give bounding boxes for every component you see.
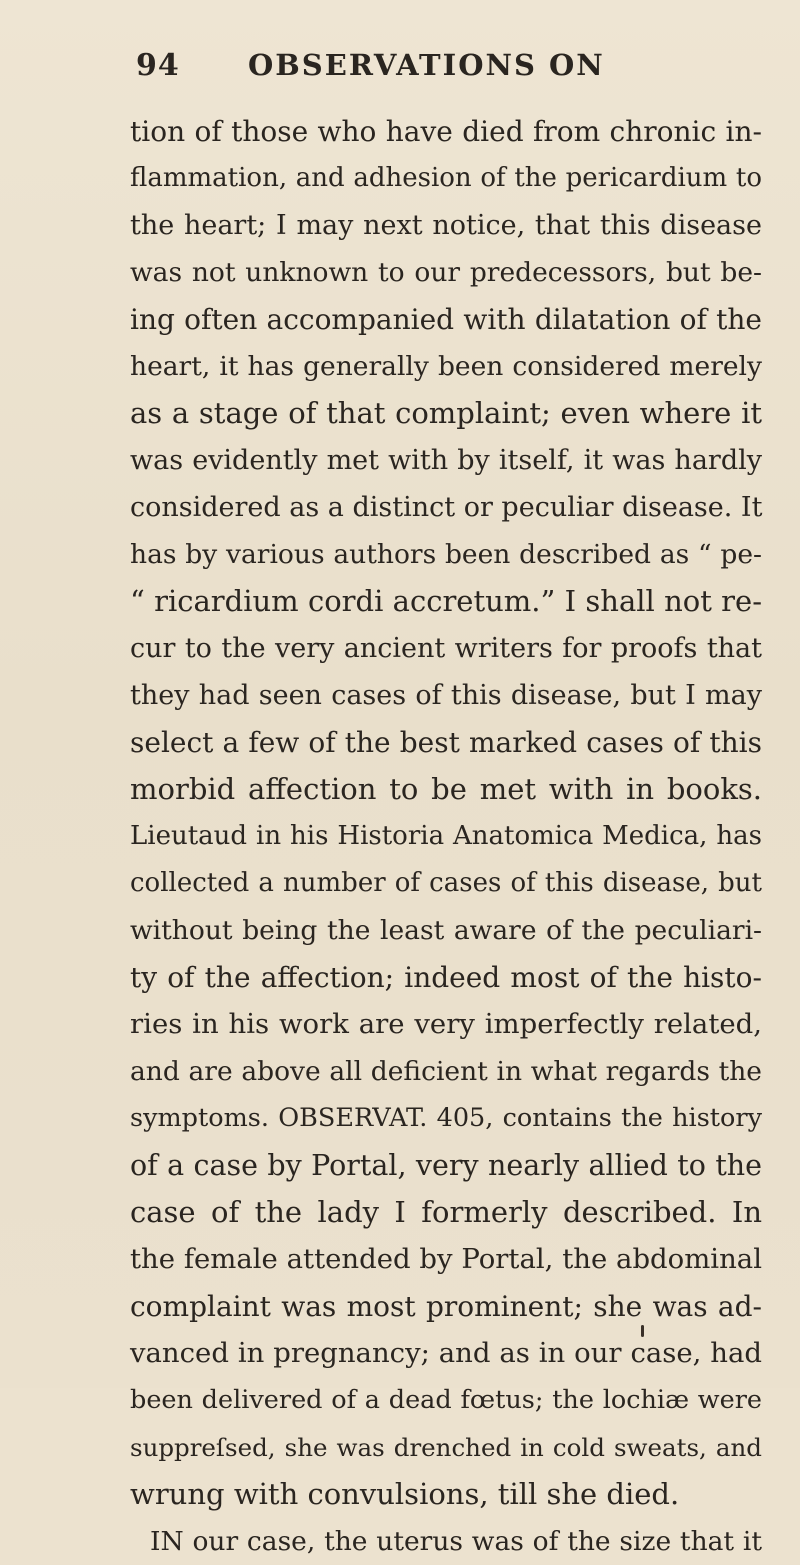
text-line: IN our case, the uterus was of the size that it <box>150 1526 762 1557</box>
text-line: was not unknown to our predecessors, but be- <box>130 257 762 288</box>
ink-speck <box>641 1325 644 1337</box>
page-number: 94 <box>136 48 180 83</box>
text-line: select a few of the best marked cases of this <box>130 726 762 759</box>
text-line: the female attended by Portal, the abdominal <box>130 1243 762 1275</box>
text-line: heart, it has generally been considered merely <box>130 351 762 382</box>
text-line: Lieutaud in his Historia Anatomica Medica, has <box>130 821 762 851</box>
text-line: flammation, and adhesion of the pericardium to <box>130 163 762 193</box>
text-line: wrung with convulsions, till she died. <box>130 1477 680 1511</box>
text-line: complaint was most prominent; she was ad- <box>130 1290 762 1323</box>
text-line: of a case by Portal, very nearly allied to the <box>130 1149 762 1182</box>
text-line: as a stage of that complaint; even where it <box>130 396 762 430</box>
text-line: collected a number of cases of this disease, but <box>130 868 762 898</box>
text-line: ries in his work are very imperfectly related, <box>130 1008 762 1040</box>
text-line: symptoms. OBSERVAT. 405, contains the history <box>130 1103 762 1133</box>
text-line: the heart; I may next notice, that this disease <box>130 210 762 241</box>
text-line: has by various authors been described as “ pe- <box>130 539 762 570</box>
text-line: was evidently met with by itself, it was hardly <box>130 445 762 476</box>
text-line: “ ricardium cordi accretum.” I shall not re- <box>130 584 762 618</box>
text-line: considered as a distinct or peculiar disease. It <box>130 492 763 523</box>
text-line: vanced in pregnancy; and as in our case, had <box>130 1337 762 1369</box>
text-line: tion of those who have died from chronic in- <box>130 115 762 148</box>
text-line: case of the lady I formerly described. In <box>130 1195 762 1229</box>
text-line: cur to the very ancient writers for proofs that <box>130 633 762 664</box>
text-line: without being the least aware of the peculiari- <box>130 915 762 946</box>
running-head: OBSERVATIONS ON <box>248 48 605 82</box>
text-line: and are above all deficient in what regards the <box>130 1056 762 1087</box>
text-line: been delivered of a dead fœtus; the lochiæ were <box>130 1385 762 1415</box>
text-line: ty of the affection; indeed most of the histo- <box>130 961 762 994</box>
text-line: they had seen cases of this disease, but I may <box>130 680 762 711</box>
page-header <box>0 42 800 92</box>
text-line: ing often accompanied with dilatation of the <box>130 303 762 336</box>
body-text <box>130 108 762 1565</box>
text-line: morbid affection to be met with in books. <box>130 772 762 806</box>
text-line: suppreſsed, she was drenched in cold sweats, and <box>130 1433 762 1462</box>
